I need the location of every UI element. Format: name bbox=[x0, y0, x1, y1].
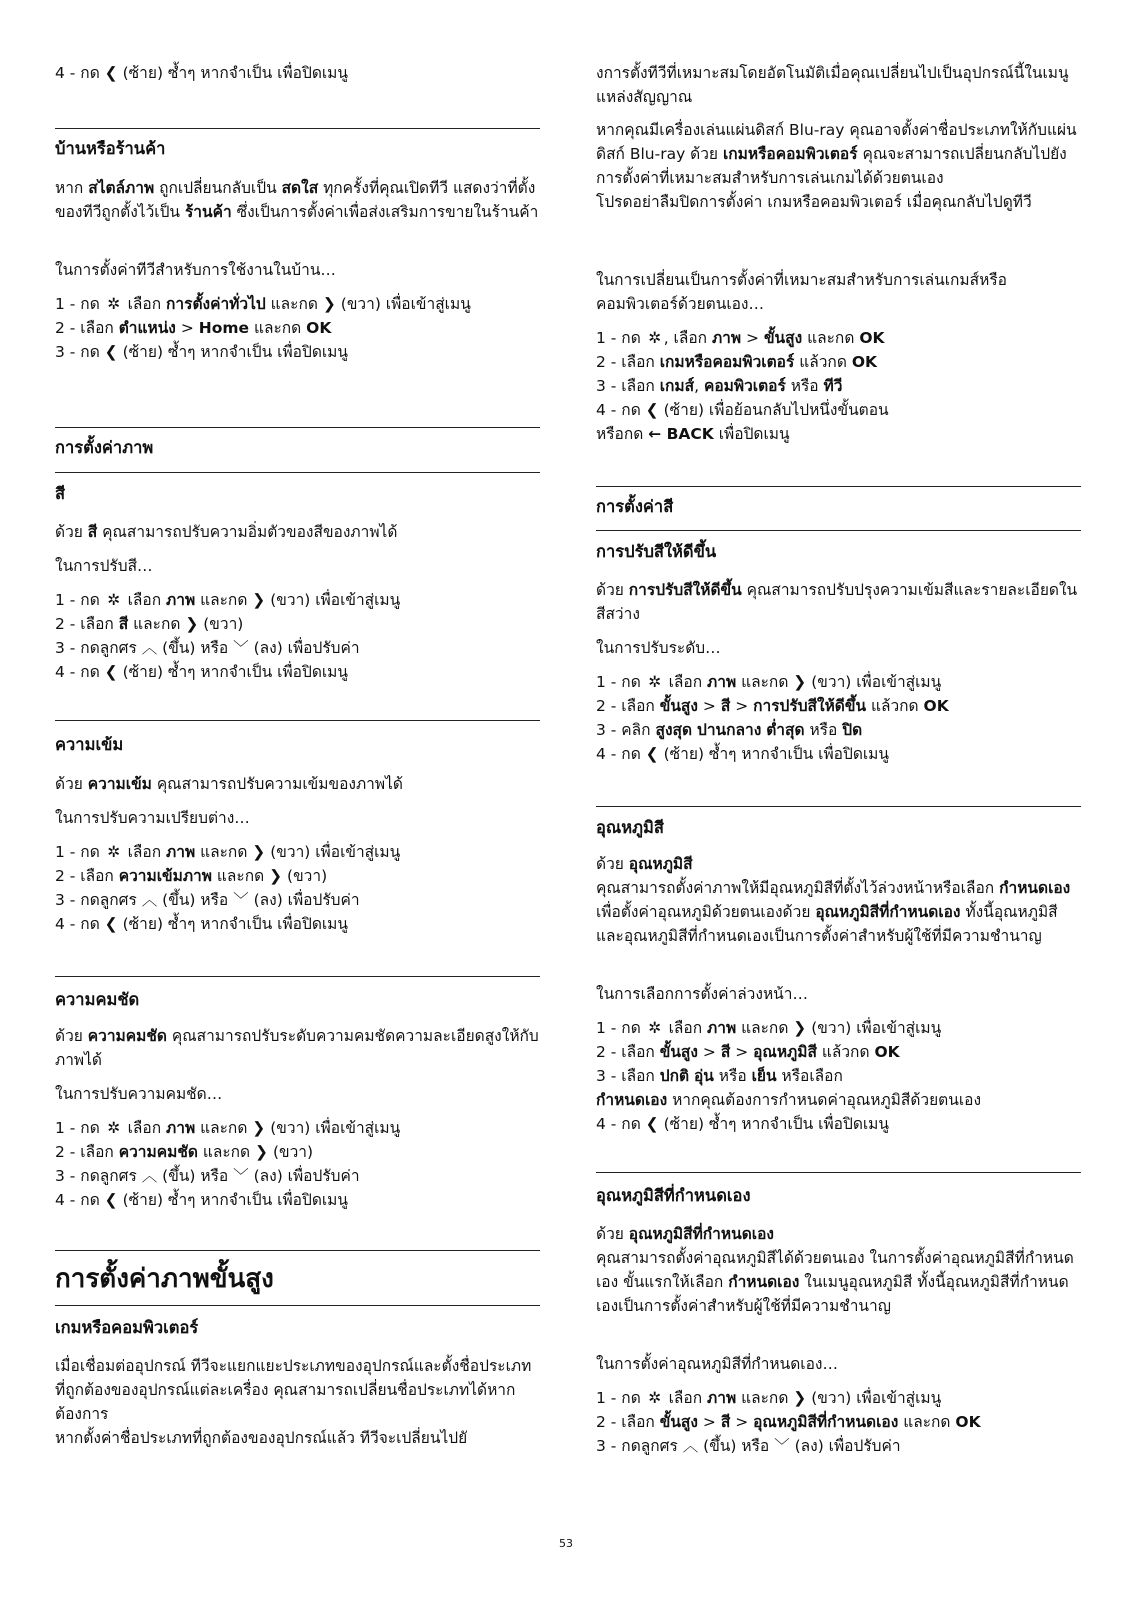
chapter-heading: การตั้งค่าภาพขั้นสูง bbox=[55, 1264, 274, 1294]
paragraph: งการตั้งทีวีที่เหมาะสมโดยอัตโนมัติเมื่อคุณเปลี่ยนไปเป็นอุปกรณ์นี้ในเมนูแหล่งสัญญาณ bbox=[596, 64, 1069, 106]
paragraph: ในการปรับระดับ… bbox=[596, 639, 721, 657]
step-list bbox=[55, 840, 540, 936]
step: 1 - กด ✲ เลือก ภาพ และกด ❯ (ขวา) เพื่อเข้าสู่เมนู bbox=[596, 1016, 1081, 1040]
step: 2 - เลือก ขั้นสูง > สี > การปรับสีให้ดีขึ้น แล้วกด OK bbox=[596, 697, 949, 715]
step: 3 - กด ❮ (ซ้าย) ซ้ำๆ หากจำเป็น เพื่อปิดเมนู bbox=[55, 343, 348, 361]
step: 4 - กด ❮ (ซ้าย) ซ้ำๆ หากจำเป็น เพื่อปิดเมนู bbox=[596, 745, 889, 763]
step: 3 - เลือก ปกติ อุ่น หรือ เย็น หรือเลือก bbox=[596, 1067, 843, 1085]
step-list bbox=[55, 292, 540, 364]
step: 4 - กด ❮ (ซ้าย) ซ้ำๆ หากจำเป็น เพื่อปิดเมนู bbox=[55, 663, 348, 681]
paragraph: ด้วย สี คุณสามารถปรับความอิ่มตัวของสีของภาพได้ bbox=[55, 523, 398, 541]
step: 3 - คลิก สูงสุด ปานกลาง ต่ำสุด หรือ ปิด bbox=[596, 721, 863, 739]
step: 2 - เลือก ความคมชัด และกด ❯ (ขวา) bbox=[55, 1143, 314, 1161]
section-title-game-or-computer: เกมหรือคอมพิวเตอร์ bbox=[55, 1318, 199, 1337]
step: 3 - กดลูกศร ︿ (ขึ้น) หรือ ﹀ (ลง) เพื่อปรับค่า bbox=[596, 1437, 901, 1455]
step-list bbox=[596, 670, 1081, 766]
paragraph: หาก สไตล์ภาพ ถูกเปลี่ยนกลับเป็น สดใส ทุกครั้งที่คุณเปิดทีวี แสดงว่าที่ตั้งของทีวีถูกตั้งไว้เป็น ร้านค้า ซึ่งเป็นการตั้งค่าเพื่อส่งเสริมการขายในร้านค้า bbox=[55, 179, 539, 221]
step-list bbox=[596, 326, 1081, 446]
back-arrow-icon: ← BACK bbox=[648, 425, 714, 443]
step: 2 - เลือก ขั้นสูง > สี > อุณหภูมิสี แล้วกด OK bbox=[596, 1043, 900, 1061]
step: 1 - กด ✲ เลือก ภาพ และกด ❯ (ขวา) เพื่อเข้าสู่เมนู bbox=[55, 588, 540, 612]
section-divider bbox=[55, 128, 540, 129]
paragraph: หากคุณมีเครื่องเล่นแผ่นดิสก์ Blu-ray คุณอาจตั้งค่าชื่อประเภทให้กับแผ่นดิสก์ Blu-ray ด้วย เกมหรือคอมพิวเตอร์ คุณจะสามารถเปลี่ยนกลับไปยังการตั้งค่าที่เหมาะสมสำหรับการเล่นเกมได้ด้วยตนเอง โปรดอย่าลืมปิดการตั้งค่า เกมหรือคอมพิวเตอร์ เมื่อคุณกลับไปดูทีวี bbox=[596, 121, 1077, 211]
step: 1 - กด ✲ เลือก ภาพ และกด ❯ (ขวา) เพื่อเข้าสู่เมนู bbox=[55, 840, 540, 864]
step: 2 - เลือก ตำแหน่ง > Home และกด OK bbox=[55, 319, 332, 337]
step-list bbox=[596, 1016, 1081, 1136]
step: 2 - เลือก เกมหรือคอมพิวเตอร์ แล้วกด OK bbox=[596, 353, 877, 371]
section-title-contrast: ความเข้ม bbox=[55, 735, 124, 754]
section-divider bbox=[596, 486, 1081, 487]
paragraph: ด้วย อุณหภูมิสีที่กำหนดเอง คุณสามารถตั้งค่าอุณหภูมิสีได้ด้วยตนเอง ในการตั้งค่าอุณหภูมิสีที่กำหนดเอง ขั้นแรกให้เลือก กำหนดเอง ในเมนูอุณหภูมิสี ทั้งนี้อุณหภูมิสีที่กำหนดเองเป็นการตั้งค่าสำหรับผู้ใช้ที่มีความชำนาญ bbox=[596, 1225, 1074, 1315]
paragraph: ด้วย อุณหภูมิสี คุณสามารถตั้งค่าภาพให้มีอุณหภูมิสีที่ตั้งไว้ล่วงหน้าหรือเลือก กำหนดเอง เพื่อตั้งค่าอุณหภูมิด้วยตนเองด้วย อุณหภูมิสีที่กำหนดเอง ทั้งนี้อุณหภูมิสีและอุณหภูมิสีที่กำหนดเองเป็นการตั้งค่าสำหรับผู้ใช้ที่มีความชำนาญ bbox=[596, 855, 1071, 945]
step: 2 - เลือก ความเข้มภาพ และกด ❯ (ขวา) bbox=[55, 867, 328, 885]
step: 3 - เลือก เกมส์, คอมพิวเตอร์ หรือ ทีวี bbox=[596, 377, 843, 395]
step: 1 - กด ✲ เลือก ภาพ และกด ❯ (ขวา) เพื่อเข้าสู่เมนู bbox=[55, 1116, 540, 1140]
section-title-picture-settings: การตั้งค่าภาพ bbox=[55, 438, 154, 457]
gear-icon: ✲ bbox=[107, 591, 121, 609]
section-divider bbox=[55, 427, 540, 428]
step-list bbox=[55, 588, 540, 684]
step: 4 - กด ❮ (ซ้าย) ซ้ำๆ หากจำเป็น เพื่อปิดเมนู bbox=[55, 1191, 348, 1209]
paragraph: ในการเปลี่ยนเป็นการตั้งค่าที่เหมาะสมสำหรับการเล่นเกมส์หรือคอมพิวเตอร์ด้วยตนเอง… bbox=[596, 271, 1007, 313]
section-title-color-settings: การตั้งค่าสี bbox=[596, 497, 674, 516]
step: 1 - กด ✲ เลือก ภาพ และกด ❯ (ขวา) เพื่อเข้าสู่เมนู bbox=[596, 670, 1081, 694]
section-title-custom-color-temperature: อุณหภูมิสีที่กำหนดเอง bbox=[596, 1186, 751, 1205]
section-title-color: สี bbox=[55, 484, 66, 503]
section-title-color-enhancement: การปรับสีให้ดีขึ้น bbox=[596, 542, 717, 561]
gear-icon: ✲ bbox=[648, 1389, 662, 1407]
paragraph: ในการปรับสี… bbox=[55, 557, 153, 575]
section-divider bbox=[55, 472, 540, 473]
gear-icon: ✲ bbox=[107, 1119, 121, 1137]
step: กำหนดเอง หากคุณต้องการกำหนดค่าอุณหภูมิสีด้วยตนเอง bbox=[596, 1091, 982, 1109]
step: 2 - เลือก ขั้นสูง > สี > อุณหภูมิสีที่กำหนดเอง และกด OK bbox=[596, 1413, 981, 1431]
paragraph: ในการปรับความเปรียบต่าง… bbox=[55, 809, 250, 827]
step: 1 - กด ✲ เลือก การตั้งค่าทั่วไป และกด ❯ (ขวา) เพื่อเข้าสู่เมนู bbox=[55, 292, 540, 316]
step: 3 - กดลูกศร ︿ (ขึ้น) หรือ ﹀ (ลง) เพื่อปรับค่า bbox=[55, 891, 360, 909]
paragraph: ด้วย ความเข้ม คุณสามารถปรับความเข้มของภาพได้ bbox=[55, 775, 403, 793]
page-number: 53 bbox=[559, 1537, 573, 1550]
paragraph: ด้วย การปรับสีให้ดีขึ้น คุณสามารถปรับปรุงความเข้มสีและรายละเอียดในสีสว่าง bbox=[596, 581, 1078, 623]
paragraph: ในการปรับความคมชัด… bbox=[55, 1085, 223, 1103]
step-list bbox=[596, 1386, 1081, 1458]
step: 4 - กด ❮ (ซ้าย) ซ้ำๆ หากจำเป็น เพื่อปิดเมนู bbox=[55, 915, 348, 933]
paragraph: ในการตั้งค่าอุณหภูมิสีที่กำหนดเอง… bbox=[596, 1355, 838, 1373]
step: 1 - กด ✲ เลือก ภาพ และกด ❯ (ขวา) เพื่อเข้าสู่เมนู bbox=[596, 1386, 1081, 1410]
section-divider bbox=[596, 1172, 1081, 1173]
gear-icon: ✲ bbox=[107, 295, 121, 313]
step-list bbox=[55, 1116, 540, 1212]
step: 3 - กดลูกศร ︿ (ขึ้น) หรือ ﹀ (ลง) เพื่อปรับค่า bbox=[55, 1167, 360, 1185]
paragraph: เมื่อเชื่อมต่ออุปกรณ์ ทีวีจะแยกแยะประเภทของอุปกรณ์และตั้งชื่อประเภทที่ถูกต้องของอุปกรณ์แต่ละเครื่อง คุณสามารถเปลี่ยนชื่อประเภทได้หากต้องการ หากตั้งค่าชื่อประเภทที่ถูกต้องของอุปกรณ์แล้ว ทีวีจะเปลี่ยนไปยั bbox=[55, 1357, 532, 1447]
section-title-color-temperature: อุณหภูมิสี bbox=[596, 818, 664, 837]
section-title-home-or-shop: บ้านหรือร้านค้า bbox=[55, 139, 166, 158]
gear-icon: ✲ bbox=[648, 673, 662, 691]
section-divider bbox=[55, 976, 540, 977]
section-title-sharpness: ความคมชัด bbox=[55, 990, 140, 1009]
step: 2 - เลือก สี และกด ❯ (ขวา) bbox=[55, 615, 244, 633]
step: 4 - กด ❮ (ซ้าย) เพื่อย้อนกลับไปหนึ่งขั้นตอน bbox=[596, 401, 889, 419]
section-divider bbox=[55, 720, 540, 721]
paragraph: ด้วย ความคมชัด คุณสามารถปรับระดับความคมชัดความละเอียดสูงให้กับภาพได้ bbox=[55, 1027, 539, 1069]
gear-icon: ✲ bbox=[648, 1019, 662, 1037]
paragraph: ในการตั้งค่าทีวีสำหรับการใช้งานในบ้าน… bbox=[55, 261, 336, 279]
section-divider bbox=[596, 530, 1081, 531]
step: 1 - กด ✲ , เลือก ภาพ > ขั้นสูง และกด OK bbox=[596, 326, 1081, 350]
gear-icon: ✲ bbox=[107, 843, 121, 861]
paragraph: ในการเลือกการตั้งค่าล่วงหน้า… bbox=[596, 985, 808, 1003]
step: 4 - กด ❮ (ซ้าย) ซ้ำๆ หากจำเป็น เพื่อปิดเมนู bbox=[55, 64, 348, 82]
step: 3 - กดลูกศร ︿ (ขึ้น) หรือ ﹀ (ลง) เพื่อปรับค่า bbox=[55, 639, 360, 657]
step: 4 - กด ❮ (ซ้าย) ซ้ำๆ หากจำเป็น เพื่อปิดเมนู bbox=[596, 1115, 889, 1133]
section-divider bbox=[55, 1305, 540, 1306]
gear-icon: ✲ bbox=[648, 329, 662, 347]
section-divider bbox=[55, 1250, 540, 1251]
step: หรือกด ← BACK เพื่อปิดเมนู bbox=[596, 425, 790, 443]
section-divider bbox=[596, 806, 1081, 807]
